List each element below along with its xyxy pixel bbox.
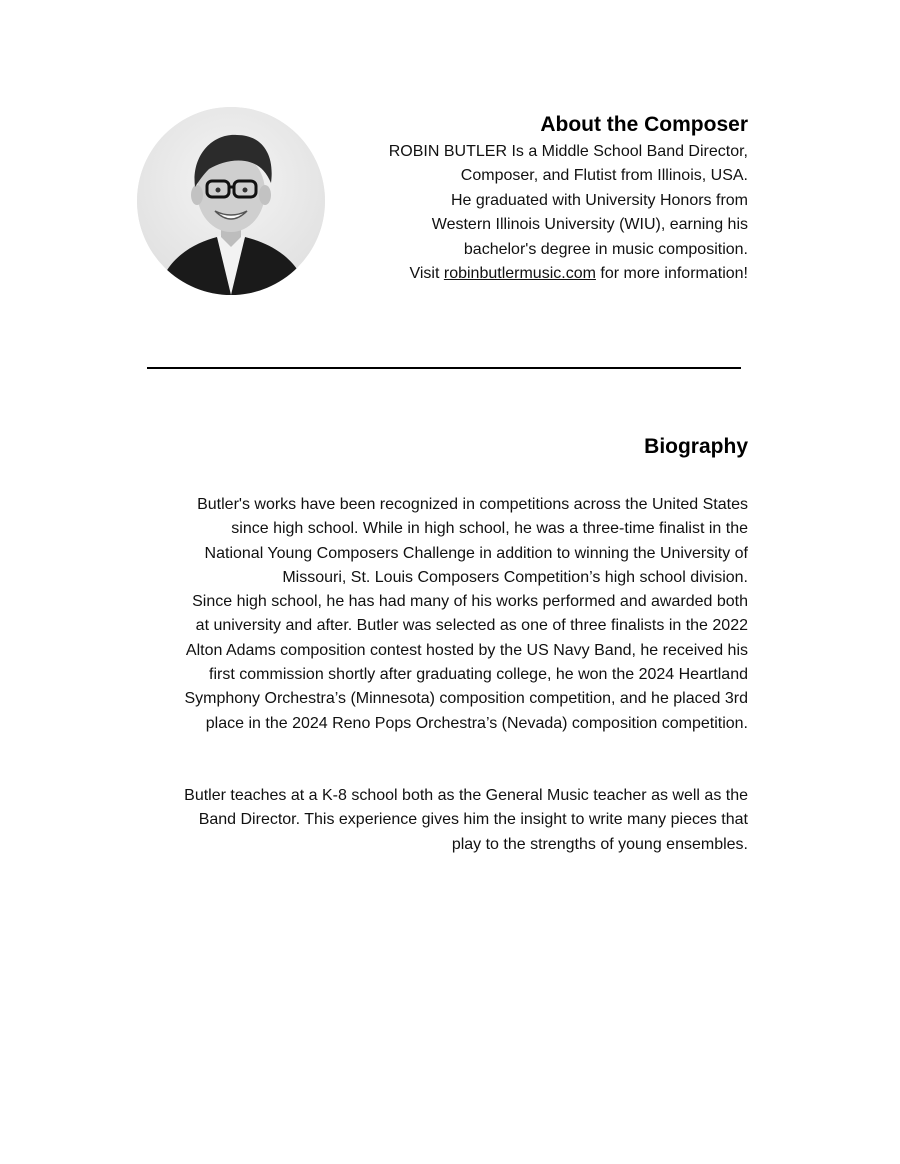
portrait-illustration (137, 107, 325, 295)
biography-heading: Biography (644, 435, 748, 458)
bio-line: Butler teaches at a K-8 school both as the General Music teacher as well as the (184, 787, 748, 804)
bio-line: Missouri, St. Louis Composers Competition’s high school division. (282, 568, 748, 586)
bio-line: at university and after. Butler was selected as one of three finalists in the 2022 (195, 617, 748, 635)
about-section (360, 112, 748, 286)
about-heading: About the Composer (540, 113, 748, 136)
bio-line: Alton Adams composition contest hosted by the US Navy Band, he received his (185, 641, 748, 659)
bio-line: place in the 2024 Reno Pops Orchestra’s (Nevada) composition competition. (205, 714, 748, 732)
biography-paragraph-1 (120, 493, 748, 736)
composer-portrait-photo (137, 107, 325, 295)
section-divider (147, 367, 741, 369)
about-visit-line (360, 262, 748, 286)
bio-line: Since high school, he has had many of his works performed and awarded both (192, 593, 748, 611)
about-text (360, 140, 748, 286)
website-link[interactable]: robinbutlermusic.com (443, 265, 596, 283)
bio-line: first commission shortly after graduating college, he won the 2024 Heartland (209, 666, 748, 684)
bio-line: Band Director. This experience gives him the insight to write many pieces that (198, 811, 748, 829)
about-line: Western Illinois University (WIU), earning his (431, 216, 748, 234)
bio-line: National Young Composers Challenge in addition to winning the University of (204, 544, 748, 562)
bio-line: Butler's works have been recognized in competitions across the United States (197, 496, 748, 513)
about-line: He graduated with University Honors from (450, 191, 748, 209)
about-line: Composer, and Flutist from Illinois, USA. (460, 167, 748, 185)
bio-line: Symphony Orchestra’s (Minnesota) composition competition, and he placed 3rd (184, 690, 748, 708)
about-line: bachelor's degree in music composition. (463, 240, 748, 258)
visit-prefix: Visit (409, 265, 444, 283)
about-line: ROBIN BUTLER Is a Middle School Band Director, (388, 143, 748, 160)
visit-suffix: for more information! (595, 265, 748, 283)
bio-line: since high school. While in high school, he was a three-time finalist in the (231, 520, 748, 538)
bio-line: play to the strengths of young ensembles. (451, 835, 748, 853)
biography-paragraph-2 (120, 784, 748, 857)
